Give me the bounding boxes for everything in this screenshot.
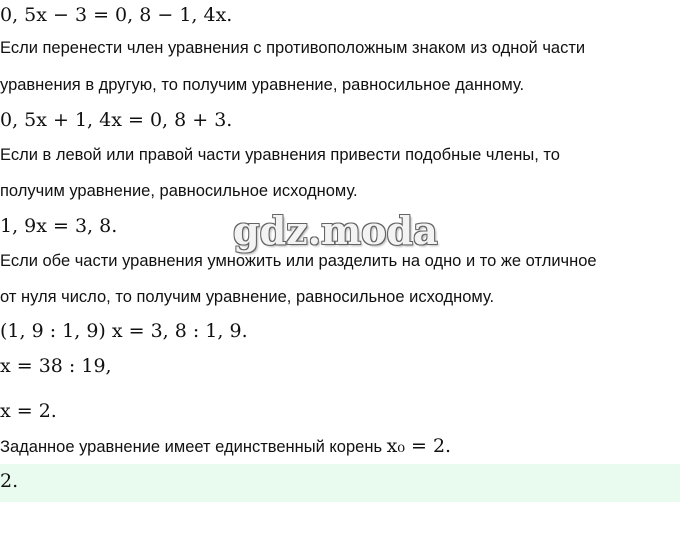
- explanation-1-line-1: Если перенести член уравнения с противоположным знаком из одной части: [0, 39, 586, 57]
- equation-step-4: (1, 9 : 1, 9) x = 3, 8 : 1, 9.: [0, 320, 248, 342]
- explanation-2-line-1: Если в левой или правой части уравнения привести подобные члены, то: [0, 146, 560, 164]
- conclusion-root: x₀ = 2.: [386, 435, 452, 457]
- explanation-3-line-2: от нуля число, то получим уравнение, равносильное исходному.: [0, 288, 495, 306]
- equation-step-2: 0, 5x + 1, 4x = 0, 8 + 3.: [0, 109, 233, 131]
- equation-step-3: 1, 9x = 3, 8.: [0, 215, 118, 237]
- equation-step-6: x = 2.: [0, 400, 57, 422]
- explanation-1-line-2: уравнения в другую, то получим уравнение, равносильное данному.: [0, 76, 525, 94]
- conclusion-text: Заданное уравнение имеет единственный корень: [0, 438, 387, 456]
- watermark-logo: gdz.moda: [233, 208, 438, 253]
- answer-box: [0, 464, 680, 502]
- equation-step-1: 0, 5x − 3 = 0, 8 − 1, 4x.: [0, 4, 233, 26]
- explanation-3-line-1: Если обе части уравнения умножить или разделить на одно и то же отличное: [0, 252, 597, 270]
- conclusion: [0, 435, 451, 457]
- explanation-2-line-2: получим уравнение, равносильное исходному.: [0, 182, 358, 200]
- equation-step-5: x = 38 : 19,: [0, 355, 112, 377]
- answer-value: 2.: [0, 470, 19, 492]
